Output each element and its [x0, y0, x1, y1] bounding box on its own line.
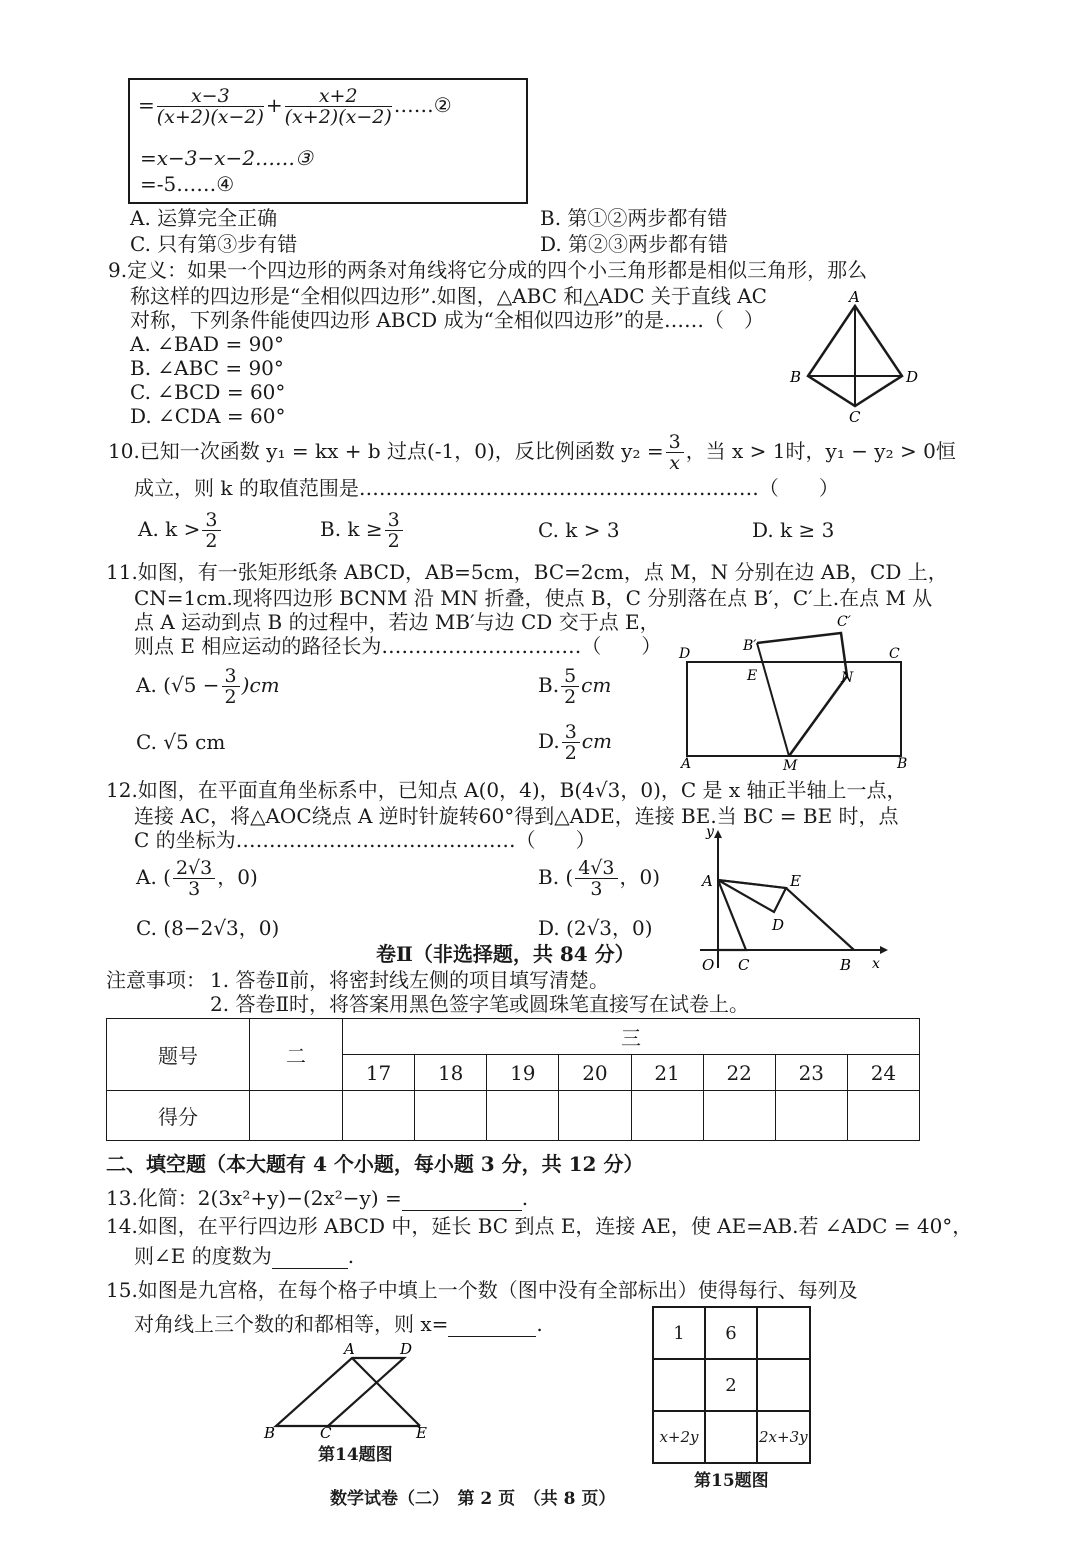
q12-label-o: O: [702, 956, 715, 974]
score-cell-two[interactable]: [250, 1091, 343, 1141]
q12-line1: 12.如图，在平面直角坐标系中，已知点 A(0，4)，B(4√3，0)，C 是 x 轴正半轴上一点，: [106, 778, 907, 802]
score-table-col-three: 三: [343, 1019, 920, 1055]
score-cell-24[interactable]: [847, 1091, 919, 1141]
q8-option-d[interactable]: D. 第②③两步都有错: [540, 232, 729, 256]
q9-label-d: D: [906, 368, 919, 386]
q12-label-y: y: [706, 824, 714, 840]
q12-option-d[interactable]: D. (2√3，0): [538, 916, 653, 940]
fig14-caption: 第14题图: [318, 1445, 393, 1465]
q10-line1: 10.已知一次函数 y₁ = kx + b 过点(-1，0)，反比例函数 y₂ = $\frac{3}{x}$ ，当 x > 1时，y₁ − y₂ > 0恒: [108, 431, 956, 474]
magic-cell: [757, 1307, 810, 1359]
q12-figure: [676, 818, 896, 978]
q9-line3: 对称，下列条件能使四边形 ABCD 成为“全相似四边形”的是……（ ）: [130, 308, 765, 332]
q9-label-a: A: [849, 288, 860, 306]
score-cell-20[interactable]: [559, 1091, 631, 1141]
q11-label-c: C: [889, 646, 900, 662]
q15-answer-blank[interactable]: [448, 1312, 536, 1337]
fig14-label-e: E: [416, 1424, 427, 1440]
q12-y-arrow: [714, 830, 722, 838]
score-table: [106, 1018, 920, 1141]
q11-label-a: A: [681, 756, 692, 770]
score-cell-19[interactable]: [487, 1091, 559, 1141]
score-table-score-label: 得分: [107, 1091, 250, 1141]
q11-option-d[interactable]: D. $\frac{3}{2}$ cm: [538, 721, 612, 764]
magic-cell: 6: [705, 1307, 757, 1359]
magic-cell: 2x+3y: [757, 1411, 810, 1463]
q15-line2: 对角线上三个数的和都相等，则 x= .: [134, 1312, 543, 1336]
q12-option-a[interactable]: A. ( $\frac{2√3}{3}$ ，0): [136, 857, 258, 900]
fig14-segment-ae: [352, 1358, 420, 1426]
magic-cell: 1: [653, 1307, 705, 1359]
q11-label-b: B: [897, 756, 908, 770]
q11-label-c-prime: C′: [837, 614, 851, 630]
q10-line2: 成立，则 k 的取值范围是……………………………………………………（ ）: [134, 476, 839, 500]
q9-option-c[interactable]: C. ∠BCD = 60°: [130, 380, 286, 404]
fig14-label-d: D: [400, 1340, 413, 1358]
q12-label-a: A: [702, 872, 713, 890]
q12-segment-eb: [786, 888, 854, 950]
fill-heading: 二、填空题（本大题有 4 个小题，每小题 3 分，共 12 分）: [106, 1152, 644, 1176]
note-1: 1. 答卷Ⅱ前，将密封线左侧的项目填写清楚。: [210, 968, 610, 992]
q12-label-d: D: [772, 916, 785, 934]
fig15-caption: 第15题图: [694, 1471, 769, 1491]
score-table-q20: 20: [559, 1055, 631, 1091]
magic-cell: 2: [705, 1359, 757, 1411]
q10-option-b[interactable]: B. k ≥ $\frac{3}{2}$: [320, 510, 405, 551]
fig14-label-a: A: [344, 1340, 355, 1358]
score-table-q21: 21: [631, 1055, 703, 1091]
fig15-magic-square: [652, 1306, 811, 1464]
score-table-col-two: 二: [250, 1019, 343, 1091]
q14-answer-blank[interactable]: [272, 1244, 348, 1269]
fig14-label-b: B: [264, 1424, 276, 1440]
q11-option-c[interactable]: C. √5 cm: [136, 730, 226, 754]
score-cell-17[interactable]: [343, 1091, 415, 1141]
q9-line2: 称这样的四边形是“全相似四边形”.如图，△ABC 和△ADC 关于直线 AC: [130, 284, 767, 308]
q11-line3: 点 A 运动到点 B 的过程中，若边 MB′与边 CD 交于点 E，: [134, 610, 660, 634]
score-table-q19: 19: [487, 1055, 559, 1091]
q9-label-c: C: [849, 408, 861, 426]
q15-line1: 15.如图是九宫格，在每个格子中填上一个数（图中没有全部标出）使得每行、每列及: [106, 1278, 858, 1302]
notes-label: 注意事项：: [106, 968, 206, 992]
q11-label-n: N: [841, 670, 854, 686]
score-table-q22: 22: [703, 1055, 775, 1091]
q10-option-a[interactable]: A. k > $\frac{3}{2}$: [138, 510, 223, 551]
q8-option-b[interactable]: B. 第①②两步都有错: [540, 206, 728, 230]
q11-line2: CN=1cm.现将四边形 BCNM 沿 MN 折叠，使点 B，C 分别落在点 B′，C′上.在点 M 从: [134, 586, 933, 610]
q12-option-b[interactable]: B. ( $\frac{4√3}{3}$ ，0): [538, 857, 661, 900]
page-footer: 数学试卷（二） 第 2 页 （共 8 页）: [330, 1489, 616, 1509]
q11-label-m: M: [783, 758, 798, 770]
q9-option-d[interactable]: D. ∠CDA = 60°: [130, 404, 286, 428]
q13: 13.化简：2(3x²+y)−(2x²−y) = .: [106, 1186, 529, 1210]
q12-label-x: x: [872, 956, 880, 972]
q11-fold-line-mn: [789, 676, 847, 756]
q11-label-b-prime: B′: [743, 638, 757, 654]
q11-mb-prime: [757, 643, 789, 756]
q12-line2: 连接 AC，将△AOC绕点 A 逆时针旋转60°得到△ADE，连接 BE.当 BC = BE 时，点: [134, 804, 899, 828]
magic-cell: [653, 1359, 705, 1411]
q8-option-c[interactable]: C. 只有第③步有错: [130, 232, 298, 256]
score-table-q23: 23: [775, 1055, 847, 1091]
q11-rectangle: [687, 662, 901, 756]
q12-triangle-aoc: [718, 880, 746, 950]
q13-answer-blank[interactable]: [402, 1186, 522, 1211]
q11-figure: [675, 610, 915, 770]
score-table-q24: 24: [847, 1055, 919, 1091]
q10-option-d[interactable]: D. k ≥ 3: [752, 518, 835, 542]
score-table-q17: 17: [343, 1055, 415, 1091]
q12-label-b: B: [840, 956, 852, 974]
magic-cell: x+2y: [653, 1411, 705, 1463]
q12-x-arrow: [880, 946, 888, 954]
q9-figure: [780, 288, 930, 428]
q14-line2: 则∠E 的度数为 .: [134, 1244, 355, 1268]
section-2-title: 卷Ⅱ（非选择题，共 84 分）: [376, 942, 635, 966]
q9-option-b[interactable]: B. ∠ABC = 90°: [130, 356, 284, 380]
q12-label-c: C: [738, 956, 750, 974]
fig14-label-c: C: [320, 1424, 332, 1440]
score-cell-18[interactable]: [415, 1091, 487, 1141]
q12-option-c[interactable]: C. (8−2√3，0): [136, 916, 280, 940]
score-cell-23[interactable]: [775, 1091, 847, 1141]
q11-label-e: E: [747, 668, 758, 684]
q9-label-b: B: [790, 368, 802, 386]
q10-option-c[interactable]: C. k > 3: [538, 518, 620, 542]
q9-option-a[interactable]: A. ∠BAD = 90°: [130, 332, 285, 356]
score-table-q18: 18: [415, 1055, 487, 1091]
q14-line1: 14.如图，在平行四边形 ABCD 中，延长 BC 到点 E，连接 AE，使 AE=AB.若 ∠ADC = 40°，: [106, 1214, 973, 1238]
q11-option-b[interactable]: B. $\frac{5}{2}$ cm: [538, 665, 612, 708]
q11-line1: 11.如图，有一张矩形纸条 ABCD，AB=5cm，BC=2cm，点 M，N 分别在边 AB，CD 上，: [106, 560, 948, 584]
q12-line3: C 的坐标为……………………………………（ ）: [134, 828, 596, 852]
q8-step4: =-5……④: [140, 172, 235, 196]
magic-cell: [757, 1359, 810, 1411]
q8-step2: = $\frac{x-3}{(x+2)(x-2)}$ + $\frac{x+2}{(x+2)(x-2)}$ ……②: [138, 85, 452, 128]
q8-option-a[interactable]: A. 运算完全正确: [130, 206, 278, 230]
q11-option-a[interactable]: A. (√5 − $\frac{3}{2}$ )cm: [136, 665, 280, 708]
score-cell-21[interactable]: [631, 1091, 703, 1141]
q8-step3: =x−3−x−2……③: [140, 146, 313, 170]
q11-label-d: D: [679, 646, 691, 662]
score-table-row-label: 题号: [107, 1019, 250, 1091]
score-cell-22[interactable]: [703, 1091, 775, 1141]
fig14-parallelogram: [258, 1340, 448, 1440]
q9-line1: 9.定义：如果一个四边形的两条对角线将它分成的四个小三角形都是相似三角形，那么: [108, 258, 868, 282]
q12-label-e: E: [790, 872, 801, 890]
note-2: 2. 答卷Ⅱ时，将答案用黑色签字笔或圆珠笔直接写在试卷上。: [210, 992, 750, 1016]
magic-cell: [705, 1411, 757, 1463]
q11-line4: 则点 E 相应运动的路径长为…………………………（ ）: [134, 634, 662, 658]
